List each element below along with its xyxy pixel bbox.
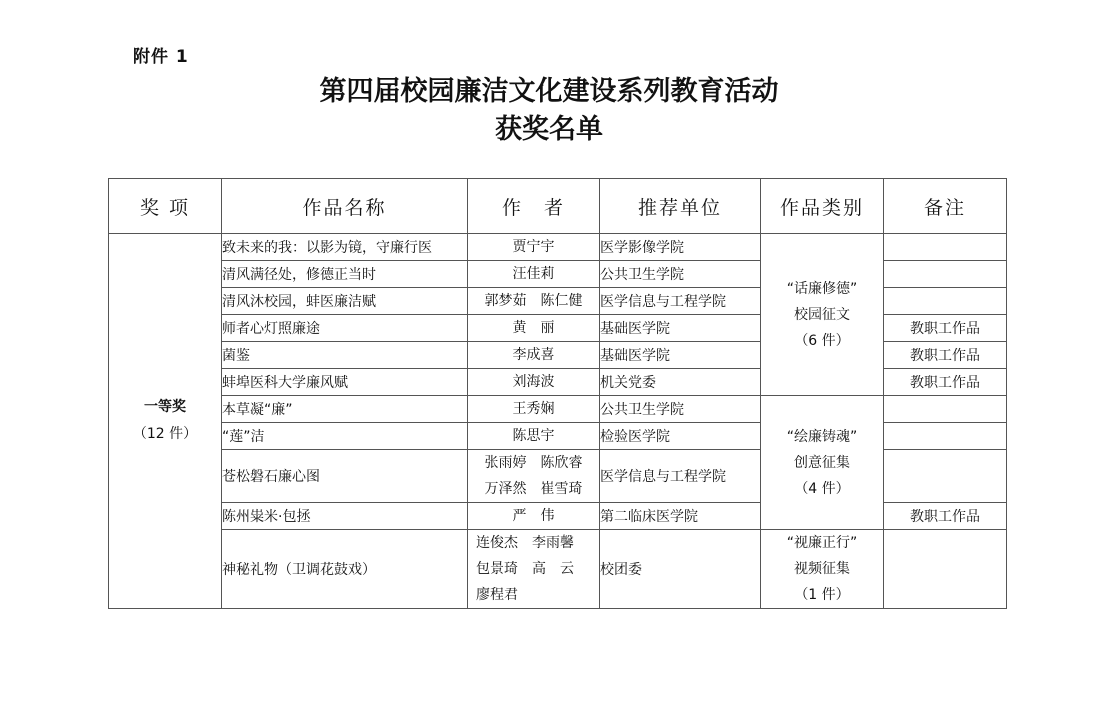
work-title: 清风满径处，修德正当时 — [222, 261, 468, 288]
recommending-unit: 校团委 — [600, 530, 761, 609]
header-work: 作品名称 — [222, 179, 468, 234]
work-title: 苍松磐石廉心图 — [222, 450, 468, 503]
header-author: 作 者 — [468, 179, 600, 234]
table-header-row — [109, 179, 1007, 234]
recommending-unit: 基础医学院 — [600, 315, 761, 342]
author-name: 陈思宇 — [468, 423, 600, 450]
remark-cell: 教职工作品 — [884, 503, 1007, 530]
award-level-cell — [109, 234, 222, 609]
table-row — [109, 530, 1007, 609]
work-title: 师者心灯照廉途 — [222, 315, 468, 342]
author-name: 黄 丽 — [468, 315, 600, 342]
category-video: “视廉正行” 视频征集 （1 件） — [761, 530, 884, 609]
recommending-unit: 公共卫生学院 — [600, 261, 761, 288]
remark-cell — [884, 450, 1007, 503]
author-name: 贾宁宇 — [468, 234, 600, 261]
work-title: 菌鉴 — [222, 342, 468, 369]
work-title: 蚌埠医科大学廉风赋 — [222, 369, 468, 396]
award-count: （12 件） — [132, 426, 198, 442]
recommending-unit: 基础医学院 — [600, 342, 761, 369]
author-name: 王秀娴 — [468, 396, 600, 423]
work-title: 陈州粜米·包拯 — [222, 503, 468, 530]
category-creative: “绘廉铸魂” 创意征集 （4 件） — [761, 396, 884, 530]
author-name: 郭梦茹 陈仁健 — [468, 288, 600, 315]
author-name: 李成喜 — [468, 342, 600, 369]
remark-cell: 教职工作品 — [884, 315, 1007, 342]
author-name: 汪佳莉 — [468, 261, 600, 288]
recommending-unit: 公共卫生学院 — [600, 396, 761, 423]
document-subtitle: 获奖名单 — [495, 114, 603, 145]
author-name: 连俊杰 李雨馨 包景琦 高 云 廖程君 — [468, 530, 600, 609]
remark-cell — [884, 530, 1007, 609]
recommending-unit: 第二临床医学院 — [600, 503, 761, 530]
remark-cell — [884, 423, 1007, 450]
attachment-label: 附件 1 — [133, 47, 189, 67]
author-name: 严 伟 — [468, 503, 600, 530]
table-row — [109, 234, 1007, 261]
header-award: 奖 项 — [109, 179, 222, 234]
recommending-unit: 机关党委 — [600, 369, 761, 396]
award-level-label: 一等奖 — [144, 399, 186, 415]
work-title: 清风沐校园，蚌医廉洁赋 — [222, 288, 468, 315]
work-title: 神秘礼物（卫调花鼓戏） — [222, 530, 468, 609]
remark-cell — [884, 234, 1007, 261]
recommending-unit: 医学信息与工程学院 — [600, 288, 761, 315]
author-name: 刘海波 — [468, 369, 600, 396]
remark-cell: 教职工作品 — [884, 369, 1007, 396]
table-row — [109, 396, 1007, 423]
remark-cell — [884, 396, 1007, 423]
remark-cell: 教职工作品 — [884, 342, 1007, 369]
work-title: “莲”洁 — [222, 423, 468, 450]
header-remark: 备注 — [884, 179, 1007, 234]
work-title: 致未来的我：以影为镜，守廉行医 — [222, 234, 468, 261]
recommending-unit: 检验医学院 — [600, 423, 761, 450]
award-table — [108, 178, 1007, 609]
recommending-unit: 医学影像学院 — [600, 234, 761, 261]
remark-cell — [884, 288, 1007, 315]
author-name: 张雨婷 陈欣睿 万泽然 崔雪琦 — [468, 450, 600, 503]
work-title: 本草凝“廉” — [222, 396, 468, 423]
category-essay: “话廉修德” 校园征文 （6 件） — [761, 234, 884, 396]
header-unit: 推荐单位 — [600, 179, 761, 234]
remark-cell — [884, 261, 1007, 288]
recommending-unit: 医学信息与工程学院 — [600, 450, 761, 503]
header-category: 作品类别 — [761, 179, 884, 234]
document-title: 第四届校园廉洁文化建设系列教育活动 — [319, 76, 779, 107]
